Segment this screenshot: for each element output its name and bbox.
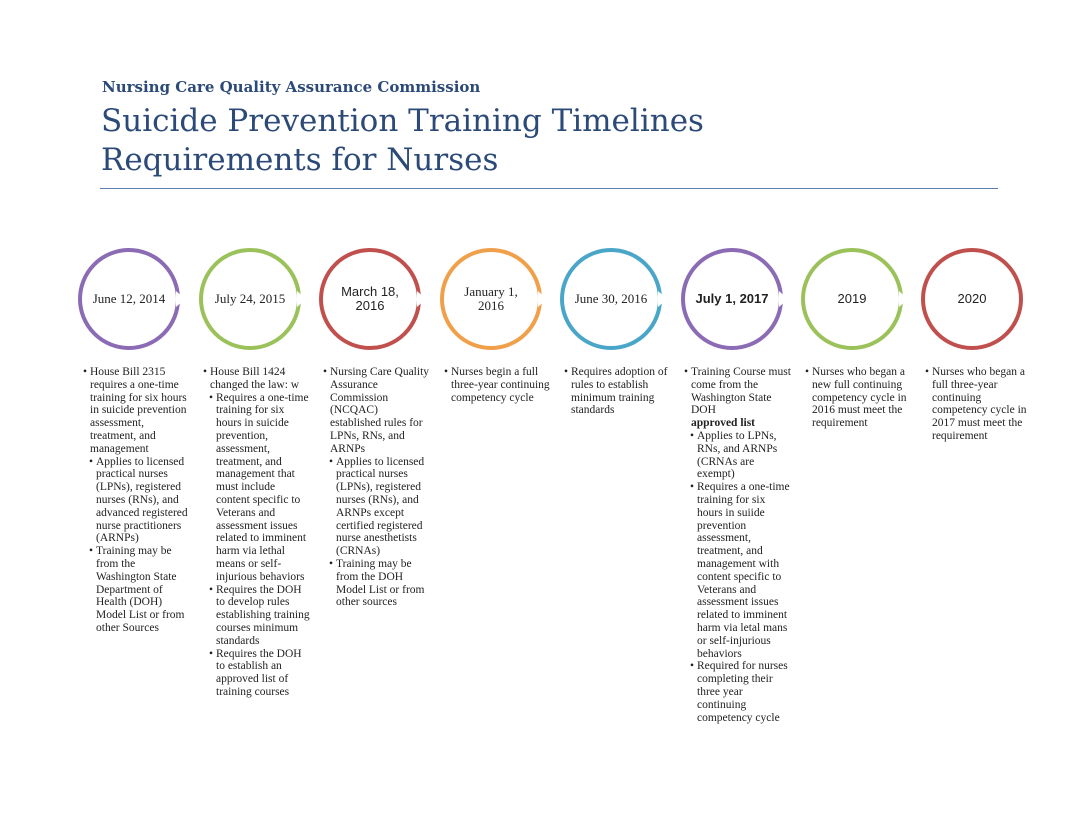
timeline-detail-1 (83, 366, 191, 635)
sub-bullet (690, 481, 792, 660)
timeline-date: July 1, 2017 (695, 291, 769, 306)
timeline-circle-2 (199, 248, 301, 350)
sub-bullet (329, 456, 431, 558)
detail-bullet (564, 366, 672, 417)
title-line-1: Suicide Prevention Training Timelines (101, 103, 704, 139)
timeline-detail-4 (444, 366, 552, 404)
detail-text: Nurses who began a new full continuing competency cycle in 2016 must meet the requirement (812, 366, 907, 430)
connector-arrow (658, 291, 667, 307)
detail-bullet (323, 366, 431, 456)
timeline-detail-7 (805, 366, 913, 430)
detail-text: House Bill 2315 requires a one-time training for six hours in suicide prevention assessment, treatment, and management (90, 366, 187, 455)
sub-bullet (89, 456, 191, 546)
sub-bullet (690, 430, 792, 481)
timeline-detail-3 (323, 366, 431, 609)
timeline-detail-5 (564, 366, 672, 417)
detail-text: Nursing Care Quality Assurance Commission (NCQAC) established rules for LPNs, RNs, and ARNPs (330, 366, 430, 455)
sub-bullet-text: Applies to licensed practical nurses (LPNs), registered nurses (RNs), and advanced registered nurse practitioners (ARNPs) (96, 455, 188, 545)
timeline-date: July 24, 2015 (214, 291, 286, 306)
page-title (101, 102, 704, 180)
timeline-detail-8 (925, 366, 1033, 443)
timeline-date: June 12, 2014 (92, 291, 166, 306)
connector-arrow (779, 291, 788, 307)
sub-bullet-list (83, 456, 191, 635)
sub-bullet-text: Applies to LPNs, RNs, and ARNPs (CRNAs are exempt) (697, 429, 778, 481)
sub-bullet-list (203, 392, 311, 699)
sub-bullet (209, 392, 311, 584)
sub-bullet (209, 584, 311, 648)
title-divider (100, 188, 998, 189)
detail-bullet (925, 366, 1033, 443)
timeline-circle-3 (319, 248, 421, 350)
detail-bullet (203, 366, 311, 392)
timeline-circle-6 (681, 248, 783, 350)
sub-bullet-list (323, 456, 431, 610)
sub-bullet (89, 545, 191, 635)
detail-bold-text: approved list (691, 417, 756, 430)
sub-bullet-text: Requires the DOH to establish an approved list of training courses (216, 647, 302, 698)
detail-text: Nurses begin a full three-year continuing competency cycle (451, 366, 550, 404)
sub-bullet-list (684, 430, 792, 724)
connector-arrow (297, 291, 306, 307)
detail-bullet (805, 366, 913, 430)
timeline-circle-4 (440, 248, 542, 350)
timeline-circle-1 (78, 248, 180, 350)
detail-text: House Bill 1424 changed the law: w (210, 366, 300, 391)
connector-arrow (176, 291, 185, 307)
sub-bullet-text: Training may be from the DOH Model List or from other sources (336, 557, 425, 609)
detail-bullet (684, 366, 792, 430)
sub-bullet-text: Requires a one-time training for six hours in suiide prevention assessment, treatment, and management with content specific to Veterans and assessment issues related to imminent harm via letal mans or self-injurious behaviors (697, 481, 790, 660)
timeline-date: January 1, 2016 (464, 284, 518, 313)
detail-bullet (83, 366, 191, 456)
detail-text: Nurses who began a full three-year continuing competency cycle in 2017 must meet the requirement (932, 366, 1027, 442)
sub-bullet (209, 648, 311, 699)
timeline-date: March 18, 2016 (341, 284, 399, 313)
timeline-circle-8 (921, 248, 1023, 350)
sub-bullet (329, 558, 431, 609)
timeline-circle-7 (801, 248, 903, 350)
detail-bullet (444, 366, 552, 404)
timeline-date: 2019 (837, 291, 867, 306)
title-line-2: Requirements for Nurses (101, 142, 499, 178)
sub-bullet-text: Training may be from the Washington State Department of Health (DOH) Model List or from other Sources (96, 545, 185, 634)
timeline-circle-5 (560, 248, 662, 350)
timeline-date: June 30, 2016 (574, 291, 648, 306)
connector-arrow (538, 291, 547, 307)
sub-bullet-text: Requires a one-time training for six hours in suicide prevention, assessment, treatment, and management that must include content specific to Veterans and assessment issues related to imminent harm via lethal means or self-injurious behaviors (216, 391, 309, 583)
commission-name: Nursing Care Quality Assurance Commission (102, 78, 481, 96)
timeline-detail-6 (684, 366, 792, 724)
connector-arrow (899, 291, 908, 307)
connector-arrow (417, 291, 426, 307)
detail-text: Requires adoption of rules to establish minimum training standards (571, 366, 668, 417)
detail-text: Training Course must come from the Washington State DOH (691, 366, 791, 417)
sub-bullet-text: Requires the DOH to develop rules establishing training courses minimum standards (216, 583, 310, 647)
sub-bullet-text: Required for nurses completing their three year continuing competency cycle (697, 660, 788, 724)
sub-bullet-text: Applies to licensed practical nurses (LPNs), registered nurses (RNs), and ARNPs except certified registered nurse anesthetists (CRNAs) (336, 455, 425, 558)
timeline-detail-2 (203, 366, 311, 699)
sub-bullet (690, 660, 792, 724)
timeline-date: 2020 (957, 291, 987, 306)
